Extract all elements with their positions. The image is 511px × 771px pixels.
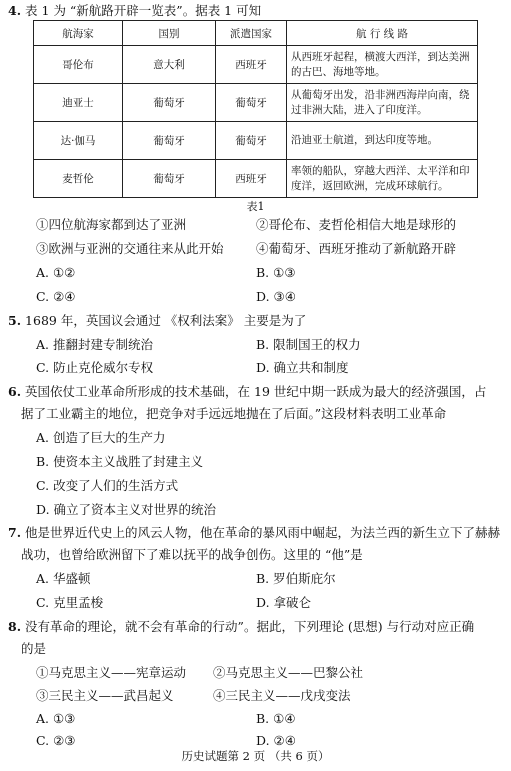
- table-header-cell: 派遣国家: [216, 21, 287, 46]
- q6-stem-line2: 据了工业霸主的地位，把竞争对手远远地抛在了后面。”这段材料表明工业革命: [21, 406, 447, 421]
- q5-option-a[interactable]: A. 推翻封建专制统治: [36, 337, 153, 352]
- table-header-cell: 航海家: [34, 21, 123, 46]
- navigator-table: [33, 20, 478, 198]
- q8-option-d[interactable]: D. ②④: [256, 733, 296, 748]
- table-cell: 西班牙: [216, 160, 287, 198]
- q6-option-b[interactable]: B. 使资本主义战胜了封建主义: [36, 454, 204, 469]
- q5-option-b[interactable]: B. 限制国王的权力: [256, 337, 361, 352]
- q6-number: 6.: [8, 384, 22, 399]
- q8-item: ④三民主义——戊戌变法: [213, 688, 351, 703]
- q4-stem: [8, 3, 261, 19]
- q4-item: ②哥伦布、麦哲伦相信大地是球形的: [256, 217, 457, 232]
- table-row: [34, 46, 478, 84]
- table-header-cell: 航 行 线 路: [287, 21, 478, 46]
- table-row: [34, 122, 478, 160]
- q4-item: ④葡萄牙、西班牙推动了新航路开辟: [256, 241, 457, 256]
- table-cell: 达·伽马: [34, 122, 123, 160]
- q4-option-c[interactable]: C. ②④: [36, 289, 76, 304]
- q7-option-c[interactable]: C. 克里孟梭: [36, 595, 104, 610]
- table-cell: 葡萄牙: [123, 160, 216, 198]
- q8-stem-line1: [8, 619, 474, 635]
- q8-item: ①马克思主义——宪章运动: [36, 665, 187, 680]
- table-cell: 沿迪亚士航道，到达印度等地。: [287, 122, 478, 160]
- table-cell: 葡萄牙: [216, 122, 287, 160]
- q5-stem: [8, 313, 306, 329]
- q8-stem-line2: 的是: [21, 641, 47, 656]
- q6-stem-text: 英国依仗工业革命所形成的技术基础，在 19 世纪中期一跃成为最大的经济强国，占: [25, 384, 487, 399]
- q5-stem-text: 1689 年，英国议会通过 《权利法案》 主要是为了: [25, 313, 307, 328]
- table-cell: 葡萄牙: [216, 84, 287, 122]
- q4-option-b[interactable]: B. ①③: [256, 265, 296, 280]
- q4-item: ③欧洲与亚洲的交通往来从此开始: [36, 241, 224, 256]
- q7-option-d[interactable]: D. 拿破仑: [256, 595, 312, 610]
- q6-stem-line1: [8, 384, 486, 400]
- q7-stem-text: 他是世界近代史上的风云人物，他在革命的暴风雨中崛起，为法兰西的新生立下了赫赫: [25, 525, 501, 540]
- table-cell: 麦哲伦: [34, 160, 123, 198]
- q6-option-a[interactable]: A. 创造了巨大的生产力: [36, 430, 166, 445]
- q4-item: ①四位航海家都到达了亚洲: [36, 217, 187, 232]
- table-cell: 从葡萄牙出发，沿非洲西海岸向南，绕过非洲大陆，进入了印度洋。: [287, 84, 478, 122]
- q6-option-c[interactable]: C. 改变了人们的生活方式: [36, 478, 179, 493]
- table-cell: 率领的船队，穿越大西洋、太平洋和印度洋，返回欧洲，完成环球航行。: [287, 160, 478, 198]
- q8-option-a[interactable]: A. ①③: [36, 711, 76, 726]
- q8-item: ③三民主义——武昌起义: [36, 688, 174, 703]
- page-footer: 历史试题第 2 页 （共 6 页）: [181, 749, 330, 763]
- q5-option-c[interactable]: C. 防止克伦威尔专权: [36, 360, 154, 375]
- q8-item: ②马克思主义——巴黎公社: [213, 665, 364, 680]
- table-caption: 表1: [246, 200, 265, 213]
- q8-stem-text: 没有革命的理论，就不会有革命的行动”。据此，下列理论 (思想) 与行动对应正确: [25, 619, 475, 634]
- table-row: [34, 160, 478, 198]
- q5-number: 5.: [8, 313, 22, 328]
- table-header-row: [34, 21, 478, 46]
- q7-option-a[interactable]: A. 华盛顿: [36, 571, 91, 586]
- table-cell: 意大利: [123, 46, 216, 84]
- table-cell: 葡萄牙: [123, 84, 216, 122]
- table-cell: 西班牙: [216, 46, 287, 84]
- q7-stem-line2: 战功，也曾给欧洲留下了难以抚平的战争创伤。这里的 “他”是: [21, 547, 363, 562]
- q4-option-d[interactable]: D. ③④: [256, 289, 296, 304]
- table-header-cell: 国别: [123, 21, 216, 46]
- q4-option-a[interactable]: A. ①②: [36, 265, 76, 280]
- q4-number: 4.: [8, 3, 22, 18]
- q8-option-b[interactable]: B. ①④: [256, 711, 296, 726]
- q7-stem-line1: [8, 525, 500, 541]
- q8-option-c[interactable]: C. ②③: [36, 733, 76, 748]
- q8-number: 8.: [8, 619, 22, 634]
- table-cell: 葡萄牙: [123, 122, 216, 160]
- table-cell: 哥伦布: [34, 46, 123, 84]
- table-row: [34, 84, 478, 122]
- q6-option-d[interactable]: D. 确立了资本主义对世界的统治: [36, 502, 217, 517]
- q7-number: 7.: [8, 525, 22, 540]
- table-cell: 迪亚士: [34, 84, 123, 122]
- q5-option-d[interactable]: D. 确立共和制度: [256, 360, 349, 375]
- q4-stem-text: 表 1 为 “新航路开辟一览表”。据表 1 可知: [25, 3, 262, 18]
- q7-option-b[interactable]: B. 罗伯斯庇尔: [256, 571, 336, 586]
- table-cell: 从西班牙起程，横渡大西洋，到达美洲的古巴、海地等地。: [287, 46, 478, 84]
